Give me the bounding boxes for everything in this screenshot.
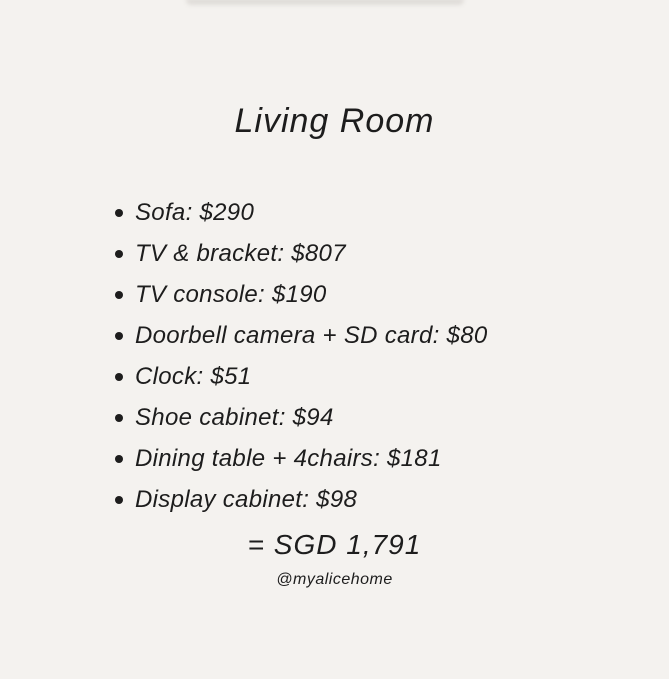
bullet-icon — [115, 291, 123, 299]
list-item-text: Doorbell camera + SD card: $80 — [135, 321, 488, 349]
bullet-icon — [115, 250, 123, 258]
list-item-text: Dining table + 4chairs: $181 — [135, 444, 442, 472]
list-item — [115, 438, 488, 479]
bullet-icon — [115, 496, 123, 504]
bullet-icon — [115, 373, 123, 381]
list-item-text: TV console: $190 — [135, 280, 327, 308]
bullet-icon — [115, 455, 123, 463]
list-item — [115, 315, 488, 356]
list-item — [115, 192, 488, 233]
page-title: Living Room — [234, 102, 435, 140]
bullet-icon — [115, 414, 123, 422]
item-list — [115, 192, 488, 520]
bullet-icon — [115, 332, 123, 340]
list-item — [115, 274, 488, 315]
list-item-text: Sofa: $290 — [135, 198, 255, 226]
top-edge-shadow — [186, 0, 464, 5]
list-item — [115, 479, 488, 520]
social-handle: @myalicehome — [276, 571, 393, 588]
total-amount: = SGD 1,791 — [247, 529, 422, 560]
list-item-text: Clock: $51 — [135, 362, 252, 390]
list-item — [115, 356, 488, 397]
list-item-text: Display cabinet: $98 — [135, 485, 358, 513]
list-item — [115, 397, 488, 438]
bullet-icon — [115, 209, 123, 217]
list-item-text: TV & bracket: $807 — [135, 239, 346, 267]
list-item — [115, 233, 488, 274]
list-item-text: Shoe cabinet: $94 — [135, 403, 334, 431]
